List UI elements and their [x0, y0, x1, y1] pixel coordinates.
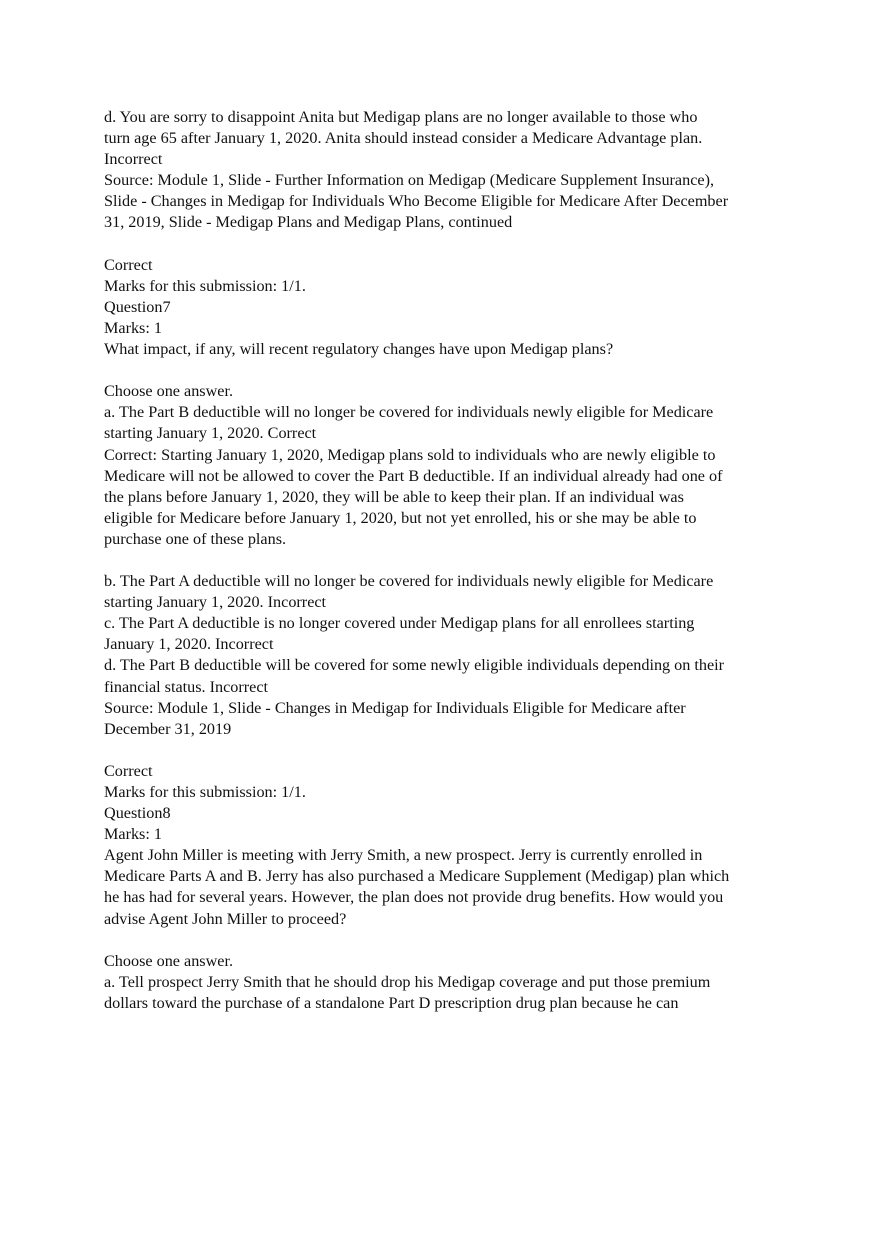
text-line: Agent John Miller is meeting with Jerry Smith, a new prospect. Jerry is currently enrolled in	[104, 846, 703, 865]
text-line: the plans before January 1, 2020, they will be able to keep their plan. If an individual was	[104, 487, 684, 506]
text-line: Source: Module 1, Slide - Changes in Medigap for Individuals Eligible for Medicare after	[104, 698, 686, 717]
text-line: Source: Module 1, Slide - Further Information on Medigap (Medicare Supplement Insurance),	[104, 171, 715, 190]
text-line: financial status. Incorrect	[104, 677, 269, 696]
document-page	[104, 107, 804, 1014]
text-line: Marks: 1	[104, 318, 162, 337]
text-line: Correct	[104, 255, 153, 274]
text-line: Medicare Parts A and B. Jerry has also purchased a Medicare Supplement (Medigap) plan which	[104, 867, 730, 886]
text-line: What impact, if any, will recent regulatory changes have upon Medigap plans?	[104, 340, 614, 359]
text-line: Question8	[104, 804, 171, 823]
text-line: eligible for Medicare before January 1, 2020, but not yet enrolled, his or she may be able to	[104, 508, 697, 527]
text-line: a. Tell prospect Jerry Smith that he should drop his Medigap coverage and put those premium	[104, 972, 711, 991]
text-line: Medicare will not be allowed to cover the Part B deductible. If an individual already had one of	[104, 466, 723, 485]
text-line: Choose one answer.	[104, 382, 234, 401]
text-line: Marks: 1	[104, 825, 162, 844]
text-line: a. The Part B deductible will no longer be covered for individuals newly eligible for Medicare	[104, 403, 714, 422]
text-line: starting January 1, 2020. Correct	[104, 424, 317, 443]
blank-line	[104, 360, 804, 381]
text-line: d. You are sorry to disappoint Anita but Medigap plans are no longer available to those who	[104, 108, 698, 126]
blank-line	[104, 740, 804, 761]
text-line: c. The Part A deductible is no longer covered under Medigap plans for all enrollees starting	[104, 614, 695, 633]
text-line: he has had for several years. However, the plan does not provide drug benefits. How would you	[104, 888, 724, 907]
text-line: December 31, 2019	[104, 719, 232, 738]
blank-line	[104, 550, 804, 571]
text-line: d. The Part B deductible will be covered for some newly eligible individuals depending on their	[104, 656, 725, 675]
text-line: 31, 2019, Slide - Medigap Plans and Medigap Plans, continued	[104, 213, 513, 232]
text-line: Correct: Starting January 1, 2020, Medigap plans sold to individuals who are newly eligible to	[104, 445, 716, 464]
text-line: Incorrect	[104, 150, 163, 169]
text-line: advise Agent John Miller to proceed?	[104, 909, 347, 928]
text-line: Marks for this submission: 1/1.	[104, 276, 306, 295]
text-line: starting January 1, 2020. Incorrect	[104, 593, 327, 612]
text-line: Slide - Changes in Medigap for Individuals Who Become Eligible for Medicare After December	[104, 192, 729, 211]
text-line: Choose one answer.	[104, 951, 234, 970]
text-line: Marks for this submission: 1/1.	[104, 783, 306, 801]
text-line: Correct	[104, 761, 153, 780]
text-line: dollars toward the purchase of a standalone Part D prescription drug plan because he can	[104, 993, 679, 1012]
text-line: b. The Part A deductible will no longer be covered for individuals newly eligible for Medicare	[104, 572, 714, 591]
text-line: Question7	[104, 297, 171, 316]
text-line: turn age 65 after January 1, 2020. Anita should instead consider a Medicare Advantage plan.	[104, 129, 703, 148]
text-line: purchase one of these plans.	[104, 529, 287, 548]
blank-line	[104, 930, 804, 951]
blank-line	[104, 234, 804, 255]
text-line: January 1, 2020. Incorrect	[104, 635, 274, 654]
